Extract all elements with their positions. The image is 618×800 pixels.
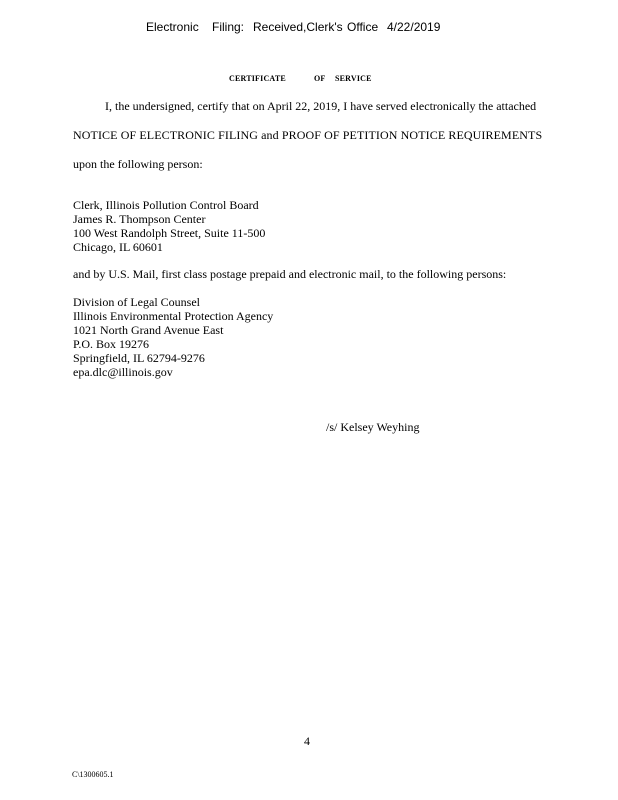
- certification-paragraph: I, the undersigned, certify that on April 22, 2019, I have served electronically the attached: [105, 99, 537, 113]
- header-word-received: Received,Clerk's: [253, 20, 343, 34]
- email-address: epa.dlc@illinois.gov: [73, 365, 173, 379]
- address-line: P.O. Box 19276: [73, 337, 150, 351]
- address-line: 1021 North Grand Avenue East: [73, 323, 224, 337]
- address-line: Clerk, Illinois Pollution Control Board: [73, 198, 259, 212]
- page-number: 4: [304, 734, 310, 748]
- address-line: Springfield, IL 62794-9276: [73, 351, 205, 365]
- title-word-certificate: CERTIFICATE: [229, 74, 286, 83]
- served-documents-title: NOTICE OF ELECTRONIC FILING and PROOF OF PETITION NOTICE REQUIREMENTS: [73, 128, 543, 142]
- title-word-service: SERVICE: [335, 74, 372, 83]
- header-word-filing: Filing:: [212, 20, 245, 34]
- address-line: Division of Legal Counsel: [73, 295, 200, 309]
- signature-line: /s/ Kelsey Weyhing: [326, 420, 420, 434]
- header-word-office: Office: [347, 20, 379, 34]
- address-block-iepa: [73, 295, 273, 379]
- title-word-of: OF: [314, 74, 326, 83]
- document-id: C\1300605.1: [72, 770, 114, 779]
- header-date: 4/22/2019: [387, 20, 441, 34]
- upon-following-person: upon the following person:: [73, 157, 203, 171]
- address-line: 100 West Randolph Street, Suite 11-500: [73, 226, 266, 240]
- address-line: Illinois Environmental Protection Agency: [73, 309, 274, 323]
- address-line: Chicago, IL 60601: [73, 240, 163, 254]
- document-title: [229, 74, 389, 83]
- address-block-clerk: [73, 198, 265, 254]
- address-line: James R. Thompson Center: [73, 212, 206, 226]
- filing-stamp-header: [146, 20, 440, 34]
- header-word-electronic: Electronic: [146, 20, 199, 34]
- mail-service-paragraph: and by U.S. Mail, first class postage prepaid and electronic mail, to the following persons:: [73, 267, 507, 281]
